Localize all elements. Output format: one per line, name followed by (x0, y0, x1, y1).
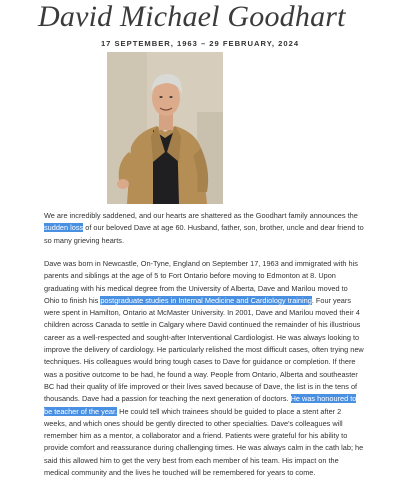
page-title: David Michael Goodhart (38, 0, 346, 33)
bio-text-end: He could tell which trainees should be guided to place a stent after 2 weeks, and which ones should be gently directed to other specialties. Dave's colleagues will remember him as a mentor, a collaborator and a friend. Patients were grateful for his ability to provide comfort and reassurance during challenging times. He was always calm in the cath lab; he said this allowed him to get the very best from each member of his team. His impact on the medical community and the lives he touched will be remembered for years to come. (44, 406, 364, 478)
bio-text-start: Dave was born in Newcastle, On-Tyne, England on September 17, 1963 and immigrated with his parents and siblings at the age of 5 to Fort Ontario before moving to Edmonton at 8. Upon graduating with his medical degree from the University of Alberta, Dave and Marilou moved to Ohio to finish his (44, 259, 358, 305)
highlight-postgraduate: postgraduate studies in Internal Medicine and Cardiology training (100, 295, 312, 305)
biography-paragraph (44, 258, 364, 479)
intro-paragraph (44, 210, 364, 247)
bio-text-middle: . Four years were spent in Hamilton, Ontario at McMaster University. In 2001, Dave and Marilou moved their 4 children across Canada to settle in Calgary where David continued the remainder of his illustrious career as a well-respected and sought-after Interventional Cardiologist. He was always looking to improve the delivery of cardiology. He particularly relished the most difficult cases, often trying new techniques. His colleagues would bring tough cases to Dave for guidance or completion. If there was a positive outcome to be had, he found a way. People from Ontario, Alberta and southeaster BC had their quality of life improved or their lives saved because of Dave, the list is in the tens of thousands. Dave had a passion for teaching the next generation of doctors. (44, 295, 364, 404)
portrait-photo (107, 52, 223, 204)
intro-text-end: of our beloved Dave at age 60. Husband, father, son, brother, uncle and dear friend to so many grieving hearts. (44, 223, 364, 245)
life-dates: 17 SEPTEMBER, 1963 – 29 FEBRUARY, 2024 (100, 39, 300, 48)
highlight-sudden-loss: sudden loss (44, 223, 84, 233)
highlight-teacher-of-year: He was honoured to be teacher of the year. (44, 394, 357, 416)
intro-text-start: We are incredibly saddened, and our hearts are shattered as the Goodhart family announces the (44, 211, 358, 220)
